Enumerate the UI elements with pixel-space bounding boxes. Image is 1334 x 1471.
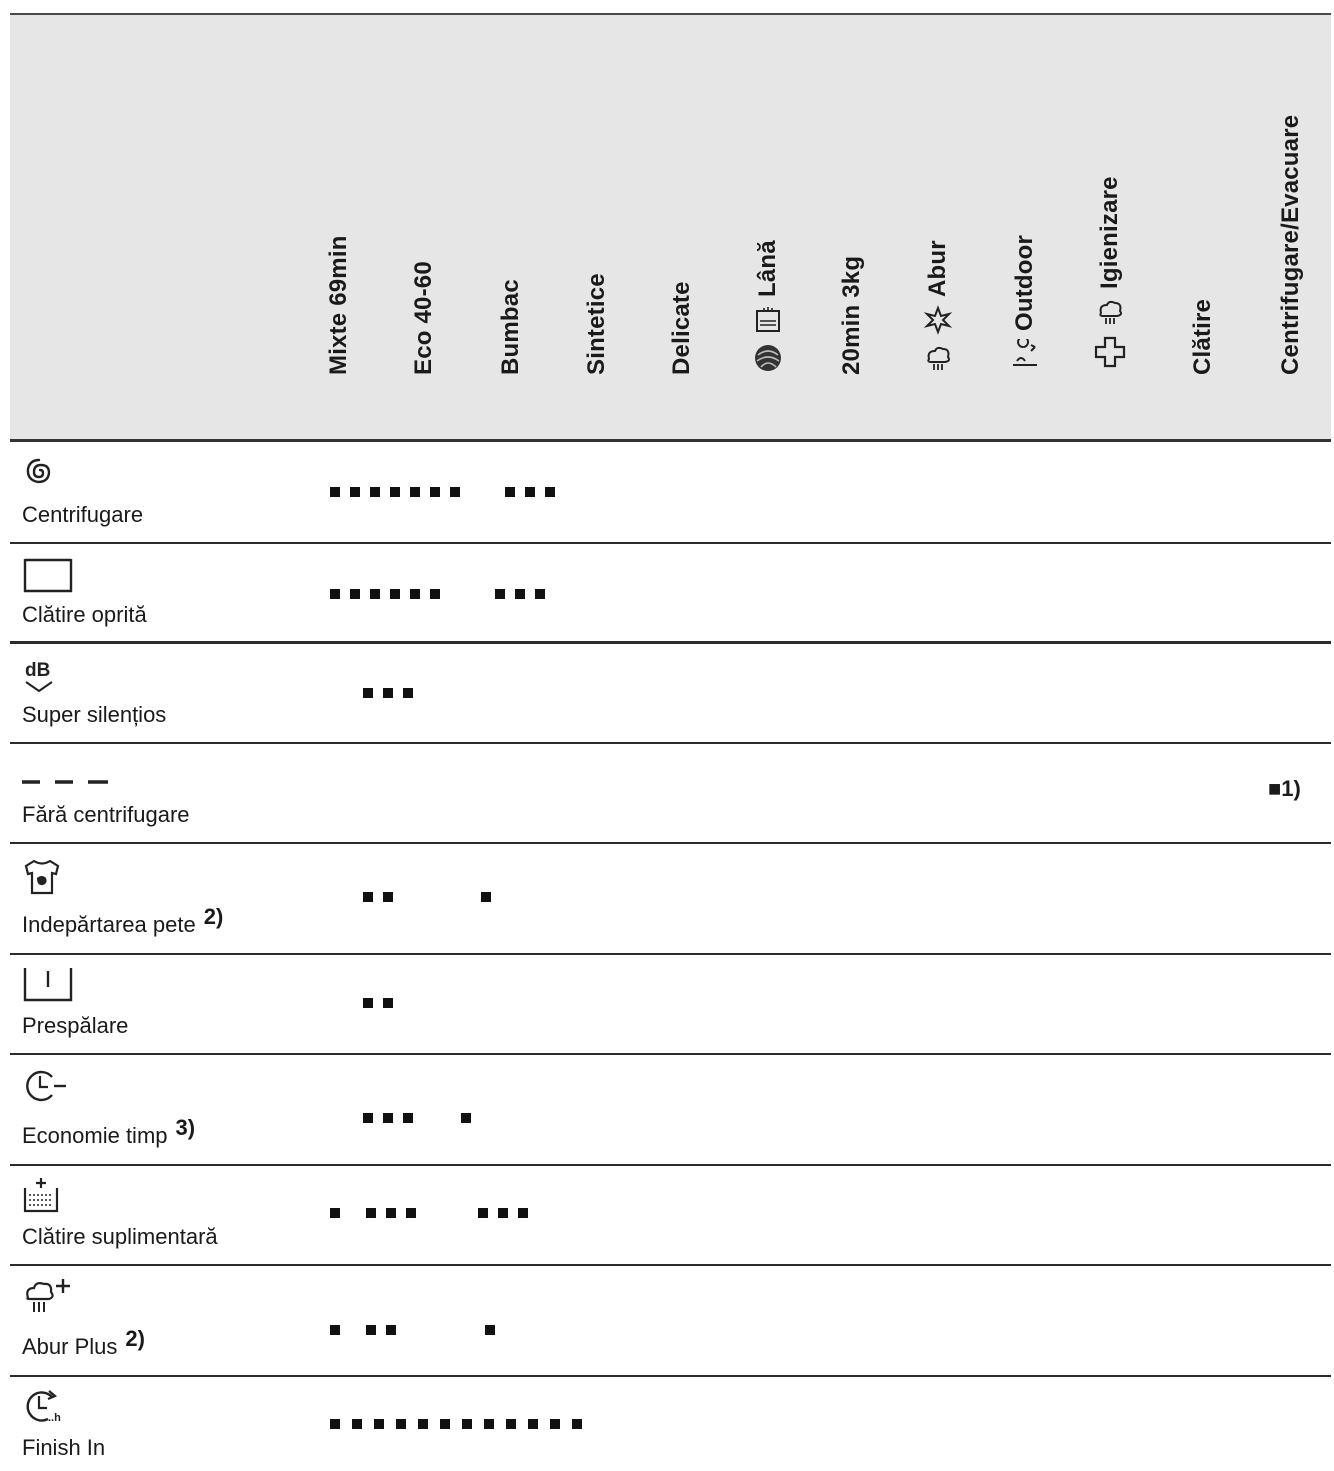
- mark: [390, 487, 400, 497]
- mark: [498, 1208, 508, 1218]
- mark: [410, 589, 420, 599]
- steam-icon: [1095, 297, 1125, 327]
- table-row: [10, 1166, 1331, 1266]
- col-head-clatire: [1178, 23, 1228, 403]
- col-label: Delicate: [668, 281, 695, 375]
- mark: [386, 1325, 396, 1335]
- table-row: [10, 744, 1331, 844]
- mark: [370, 589, 380, 599]
- no-spin-icon: [22, 778, 112, 786]
- footnote-ref: 2): [125, 1326, 145, 1351]
- mark: [535, 589, 545, 599]
- option-label: Fără centrifugare: [22, 802, 190, 827]
- hand-wash-icon: [753, 305, 783, 335]
- mark: [363, 998, 373, 1008]
- mark: [366, 1325, 376, 1335]
- col-label: 20min 3kg: [838, 255, 865, 375]
- footnote-mark: ■1): [1268, 776, 1301, 801]
- mark: [330, 1419, 340, 1429]
- mark: [505, 487, 515, 497]
- mark: [478, 1208, 488, 1218]
- mark: [383, 688, 393, 698]
- col-head-igienizare: [1085, 23, 1135, 403]
- mark: [485, 1325, 495, 1335]
- mark: [363, 892, 373, 902]
- mark: [506, 1419, 516, 1429]
- mark: [410, 487, 420, 497]
- option-label: Clătire oprită: [22, 602, 147, 627]
- option-label: Super silențios: [22, 702, 167, 727]
- table-row: [10, 442, 1331, 544]
- mark: [440, 1419, 450, 1429]
- mark: [545, 487, 555, 497]
- mark: [374, 1419, 384, 1429]
- col-head-centrifugare-evacuare: [1266, 23, 1316, 403]
- col-label: Clătire: [1189, 298, 1216, 375]
- option-label-text: Economie timp: [22, 1123, 168, 1148]
- mark: [462, 1419, 472, 1429]
- col-head-sintetice: [572, 23, 622, 403]
- option-label-text: Abur Plus: [22, 1334, 118, 1359]
- mark: [481, 892, 491, 902]
- mark: [572, 1419, 582, 1429]
- stain-removal-icon: [22, 858, 62, 896]
- mark: [515, 589, 525, 599]
- footnote-ref: 2): [203, 904, 224, 929]
- option-label: Clătire suplimentară: [22, 1224, 218, 1249]
- footnote-ref: 3): [175, 1115, 196, 1140]
- mark: [370, 487, 380, 497]
- option-label: Prespălare: [22, 1013, 129, 1038]
- option-label-text: Indepărtarea pete: [22, 912, 196, 937]
- finish-in-icon: [22, 1387, 66, 1427]
- option-label: [22, 1115, 196, 1149]
- mark: [450, 487, 460, 497]
- mark: [330, 1325, 340, 1335]
- mark: [396, 1419, 406, 1429]
- mark: [550, 1419, 560, 1429]
- col-head-20min: [827, 23, 877, 403]
- col-head-abur: [913, 23, 963, 403]
- col-label: Igienizare: [1096, 176, 1123, 289]
- mark: [403, 688, 413, 698]
- mark: [484, 1419, 494, 1429]
- table-row: [10, 1266, 1331, 1377]
- mark: [352, 1419, 362, 1429]
- mark: [430, 589, 440, 599]
- steam-plus-icon: [22, 1276, 76, 1318]
- table-row: [10, 544, 1331, 644]
- mark: [528, 1419, 538, 1429]
- option-label: [22, 1326, 145, 1360]
- mark: [430, 487, 440, 497]
- mark: [350, 589, 360, 599]
- svg-text:..h: ..h: [48, 1412, 61, 1424]
- extra-rinse-icon: [22, 1176, 60, 1214]
- mark: [406, 1208, 416, 1218]
- option-label: [22, 904, 224, 938]
- col-head-bumbac: [486, 23, 536, 403]
- mark: [418, 1419, 428, 1429]
- col-head-outdoor: [1000, 23, 1050, 403]
- mark: [461, 1113, 471, 1123]
- wool-ball-icon: [753, 343, 783, 373]
- time-save-icon: [22, 1067, 68, 1105]
- mark: [403, 1113, 413, 1123]
- mark: [330, 1208, 340, 1218]
- mark: [363, 688, 373, 698]
- mark: [330, 487, 340, 497]
- rinse-hold-icon: [22, 556, 74, 594]
- table-header: [10, 13, 1331, 442]
- mark: [366, 1208, 376, 1218]
- super-silent-icon: [22, 656, 58, 696]
- table-row: [10, 1377, 1331, 1471]
- col-label: Sintetice: [583, 273, 610, 375]
- col-label: Outdoor: [1011, 234, 1038, 331]
- table-row: [10, 1055, 1331, 1166]
- col-label: Mixte 69min: [325, 235, 352, 375]
- col-head-mixte: [314, 23, 364, 403]
- col-head-lana: [743, 23, 793, 403]
- anti-allergy-icon: [923, 305, 953, 335]
- options-table: [10, 13, 1331, 1471]
- mark: [330, 589, 340, 599]
- col-label: Centrifugare/Evacuare: [1277, 114, 1304, 375]
- col-head-eco: [399, 23, 449, 403]
- mark: [383, 998, 393, 1008]
- option-label: Centrifugare: [22, 502, 144, 527]
- cross-icon: [1093, 335, 1127, 369]
- outdoor-icon: [1009, 339, 1041, 371]
- option-label: Finish In: [22, 1435, 106, 1460]
- col-label: Lână: [754, 240, 781, 297]
- table-row: [10, 955, 1331, 1055]
- mark: [386, 1208, 396, 1218]
- col-label: Abur: [924, 240, 951, 297]
- mark: [525, 487, 535, 497]
- mark: [383, 892, 393, 902]
- table-row: [10, 844, 1331, 955]
- mark: [350, 487, 360, 497]
- mark: [518, 1208, 528, 1218]
- mark: [363, 1113, 373, 1123]
- mark: [390, 589, 400, 599]
- svg-text:dB: dB: [25, 660, 51, 681]
- spin-icon: [22, 454, 56, 488]
- steam-icon: [923, 343, 953, 373]
- mark: [495, 589, 505, 599]
- table-row: [10, 644, 1331, 744]
- mark: [383, 1113, 393, 1123]
- col-head-delicate: [657, 23, 707, 403]
- prewash-icon: [22, 965, 74, 1003]
- col-label: Bumbac: [497, 279, 524, 375]
- col-label: Eco 40-60: [410, 261, 437, 375]
